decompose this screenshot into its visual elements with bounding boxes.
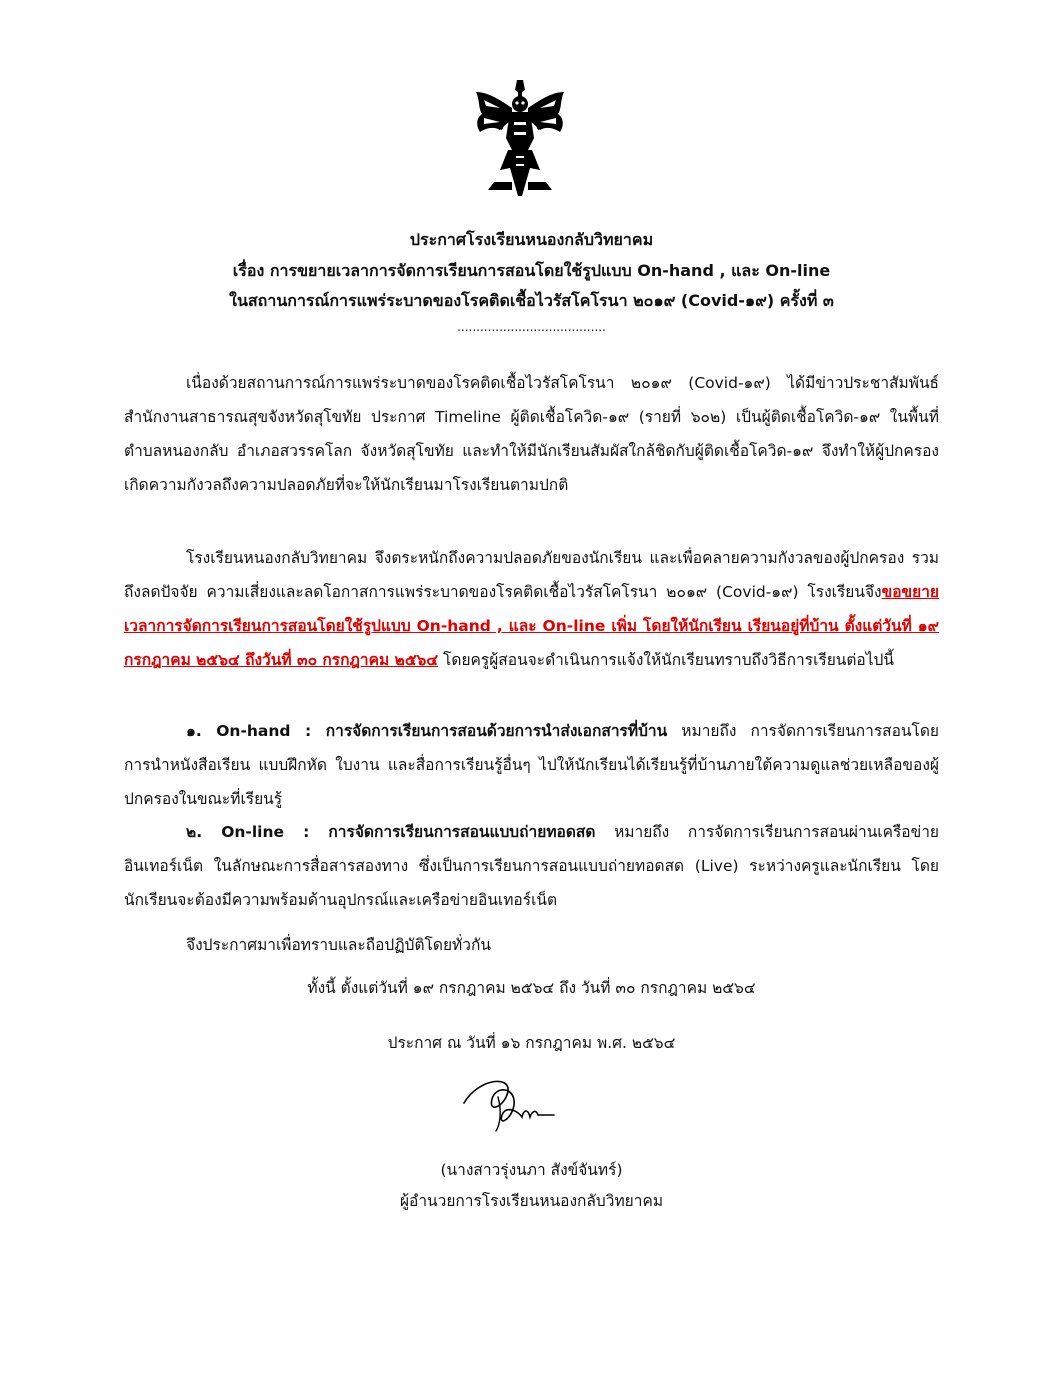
measure-outro: โดยครูผู้สอนจะดำเนินการแจ้งให้นักเรียนทราบถึงวิธีการเรียนต่อไปนี้ [438,651,894,669]
method-on-hand-label: ๑. On-hand : [186,722,326,740]
paragraph-background-text: เนื่องด้วยสถานการณ์การแพร่ระบาดของโรคติดเชื้อไวรัสโคโรนา ๒๐๑๙ (Covid-๑๙) ได้มีข่าวประชาสัมพันธ์สำนักงานสาธารณสุขจังหวัดสุโขทัย ประกาศ Timeline ผู้ติดเชื้อโควิด-๑๙ (รายที่ ๖๐๒) เป็นผู้ติดเชื้อโควิด-๑๙ ในพื้นที่ตำบลหนองกลับ อำเภอสวรรคโลก จังหวัดสุโขทัย และทำให้มีนักเรียนสัมผัสใกล้ชิดกับผู้ติดเชื้อโควิด-๑๙ จึงทำให้ผู้ปกครองเกิดความกังวลถึงความปลอดภัยที่จะให้นักเรียนมาโรงเรียนตามปกติ [124,374,939,494]
announcement-date: ประกาศ ณ วันที่ ๑๖ กรกฎาคม พ.ศ. ๒๕๖๔ [387,1034,676,1052]
method-on-line [124,815,939,917]
title-divider: ....................................... [457,320,606,334]
signer-name: (นางสาวรุ่งนภา สังข์จันทร์) [440,1161,623,1179]
announcement-subject: เรื่อง การขยายเวลาการจัดการเรียนการสอนโดยใช้รูปแบบ On-hand , และ On-line [232,261,831,280]
paragraph-measure [124,541,939,677]
closing-statement-text: จึงประกาศมาเพื่อทราบและถือปฏิบัติโดยทั่วกัน [186,936,491,954]
method-on-hand [124,714,939,816]
method-on-line-text [124,815,939,917]
method-on-hand-title: การจัดการเรียนการสอนด้วยการนำส่งเอกสารที่บ้าน [325,722,668,740]
measure-intro: โรงเรียนหนองกลับวิทยาคม จึงตระหนักถึงความปลอดภัยของนักเรียน และเพื่อคลายความกังวลของผู้ปกครอง รวมถึงลดปัจจัย ความเสี่ยงและลดโอกาสการแพร่ระบาดของโรคติดเชื้อไวรัสโคโรนา ๒๐๑๙ (Covid-๑๙) โรงเรียนจึง [124,549,939,601]
announcement-context: ในสถานการณ์การแพร่ระบาดของโรคติดเชื้อไวรัสโคโรนา ๒๐๑๙ (Covid-๑๙) ครั้งที่ ๓ [229,291,834,310]
measure-highlight: ขอขยายเวลาการจัดการเรียนการสอนโดยใช้รูปแบบ On-hand , และ On-line เพิ่ม โดยให้นักเรียน เรียนอยู่ที่บ้าน ตั้งแต่วันที่ ๑๙ กรกฎาคม ๒๕๖๔ ถึงวันที่ ๓๐ กรกฎาคม ๒๕๖๔ [124,583,939,669]
effective-period: ทั้งนี้ ตั้งแต่วันที่ ๑๙ กรกฎาคม ๒๕๖๔ ถึง วันที่ ๓๐ กรกฎาคม ๒๕๖๔ [307,979,756,997]
method-on-line-label: ๒. On-line : [186,823,329,841]
signature-icon [458,1075,578,1135]
announcement-title: ประกาศโรงเรียนหนองกลับวิทยาคม [409,230,654,249]
signer-position: ผู้อำนวยการโรงเรียนหนองกลับวิทยาคม [399,1192,664,1210]
paragraph-background [124,366,939,502]
method-on-line-title: การจัดการเรียนการสอนแบบถ่ายทอดสด [328,823,596,841]
method-on-hand-text [124,714,939,816]
garuda-emblem-icon [470,78,570,196]
method-on-line-description: หมายถึง การจัดการเรียนการสอนผ่านเครือข่ายอินเทอร์เน็ต ในลักษณะการสื่อสารสองทาง ซึ่งเป็นการเรียนการสอนแบบถ่ายทอดสด (Live) ระหว่างครูและนักเรียน โดยนักเรียนจะต้องมีความพร้อมด้านอุปกรณ์และเครือข่ายอินเทอร์เน็ต [124,823,939,909]
paragraph-measure-text [124,541,939,677]
method-on-hand-description: หมายถึง การจัดการเรียนการสอนโดยการนำหนังสือเรียน แบบฝึกหัด ใบงาน และสื่อการเรียนรู้อื่นๆ ไปให้นักเรียนได้เรียนรู้ที่บ้านภายใต้ความดูแลช่วยเหลือของผู้ปกครองในขณะที่เรียนรู้ [124,722,939,808]
closing-statement [124,928,939,962]
